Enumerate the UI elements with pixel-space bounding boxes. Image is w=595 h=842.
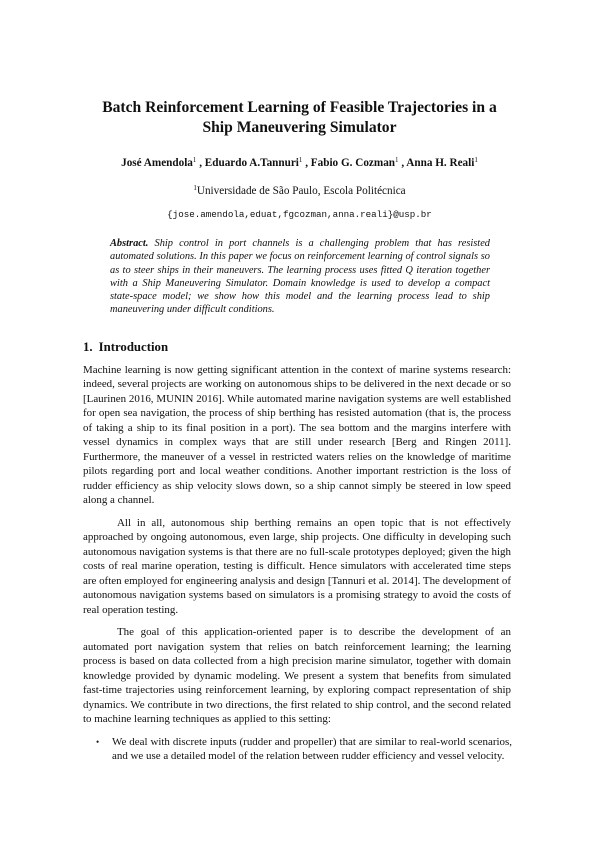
bullet-icon: •	[96, 736, 100, 747]
author-separator: ,	[305, 157, 308, 169]
section-title: Introduction	[98, 339, 169, 354]
list-item	[96, 735, 512, 764]
paper-page	[83, 98, 512, 764]
body-paragraph: All in all, autonomous ship berthing remains an open topic that is not effectively approached by ongoing autonomous, even large, ship projects. One difficulty in developing such autonomous navigation systems is that there are no full-scale prototypes deployed; given the high costs of real marine operation, testing is difficult. Hence simulators with accelerated time steps are often employed for engineering analysis and design [Tannuri et al. 2014]. The development of autonomous navigation systems based on simulators is a promising strategy to avoid the costs of real operation testing.	[83, 516, 511, 616]
paper-title: Batch Reinforcement Learning of Feasible Trajectories in a Ship Maneuvering Simulator	[102, 99, 497, 136]
affiliation-text: Universidade de São Paulo, Escola Politécnica	[196, 185, 406, 197]
contribution-list	[96, 735, 512, 764]
author-name: Anna H. Reali	[406, 157, 475, 169]
section-number: 1.	[83, 339, 93, 354]
author-list	[88, 153, 511, 170]
author-affil-mark: 1	[395, 156, 399, 164]
author-affil-mark: 1	[474, 156, 478, 164]
author-emails: {jose.amendola,eduat,fgcozman,anna.reali}@usp.br	[167, 209, 432, 220]
section-heading	[83, 339, 511, 355]
abstract-text: Ship control in port channels is a challenging problem that has resisted automated solutions. In this paper we focus on reinforcement learning of control signals so as to steer ships in their maneuvers. The learning process uses fitted Q iteration together with a Ship Maneuvering Simulator. Domain knowledge is used to develop a compact state-space model; we show how this model and the learning process lead to ship maneuvering under difficult conditions.	[110, 238, 490, 316]
list-item-text: We deal with discrete inputs (rudder and propeller) that are similar to real-world scenarios, and we use a detailed model of the relation between rudder efficiency and vessel velocity.	[112, 735, 512, 763]
abstract-label: Abstract.	[110, 238, 149, 249]
author-separator: ,	[199, 157, 202, 169]
author-name: José Amendola	[121, 157, 193, 169]
author-separator: ,	[401, 157, 405, 169]
abstract	[110, 237, 490, 317]
author-affil-mark: 1	[298, 156, 303, 164]
author-name: Fabio G. Cozman	[310, 157, 396, 169]
body-paragraph: The goal of this application-oriented paper is to describe the development of an automated port navigation system that relies on batch reinforcement learning; the learning process is based on data collected from a high precision marine simulator, together with domain knowledge provided by dynamic modeling. We present a system that benefits from simulated fast-time trajectories using reinforcement learning, by exploring compact representation of ship dynamics. We contribute in two directions, the first related to ship control, and the second related to machine learning techniques as applied to this setting:	[83, 626, 511, 726]
affiliation	[88, 181, 511, 198]
affiliation-mark: 1	[193, 184, 197, 192]
author-affil-mark: 1	[192, 156, 197, 164]
body-paragraph: Machine learning is now getting significant attention in the context of marine systems research: indeed, several projects are working on autonomous ships to be delivered in the next decade or so [Laurinen 2016, MUNIN 2016]. While automated marine navigation systems are well established for open sea navigation, the process of ship berthing has resisted automation (that is, the process of taking a ship to its final position in a port). The sea bottom and the margins interfere with vessel dynamics in complex ways that are still under research [Berg and Ringen 2011]. Furthermore, the maneuver of a vessel in restricted waters relies on the knowledge of maritime pilots regarding port and local weather conditions. Another important restriction is the loss of rudder efficiency as ship velocity slows down, so a ship cannot simply be steered in low speed along a channel.	[83, 363, 511, 507]
author-name: Eduardo A.Tannuri	[204, 157, 299, 169]
